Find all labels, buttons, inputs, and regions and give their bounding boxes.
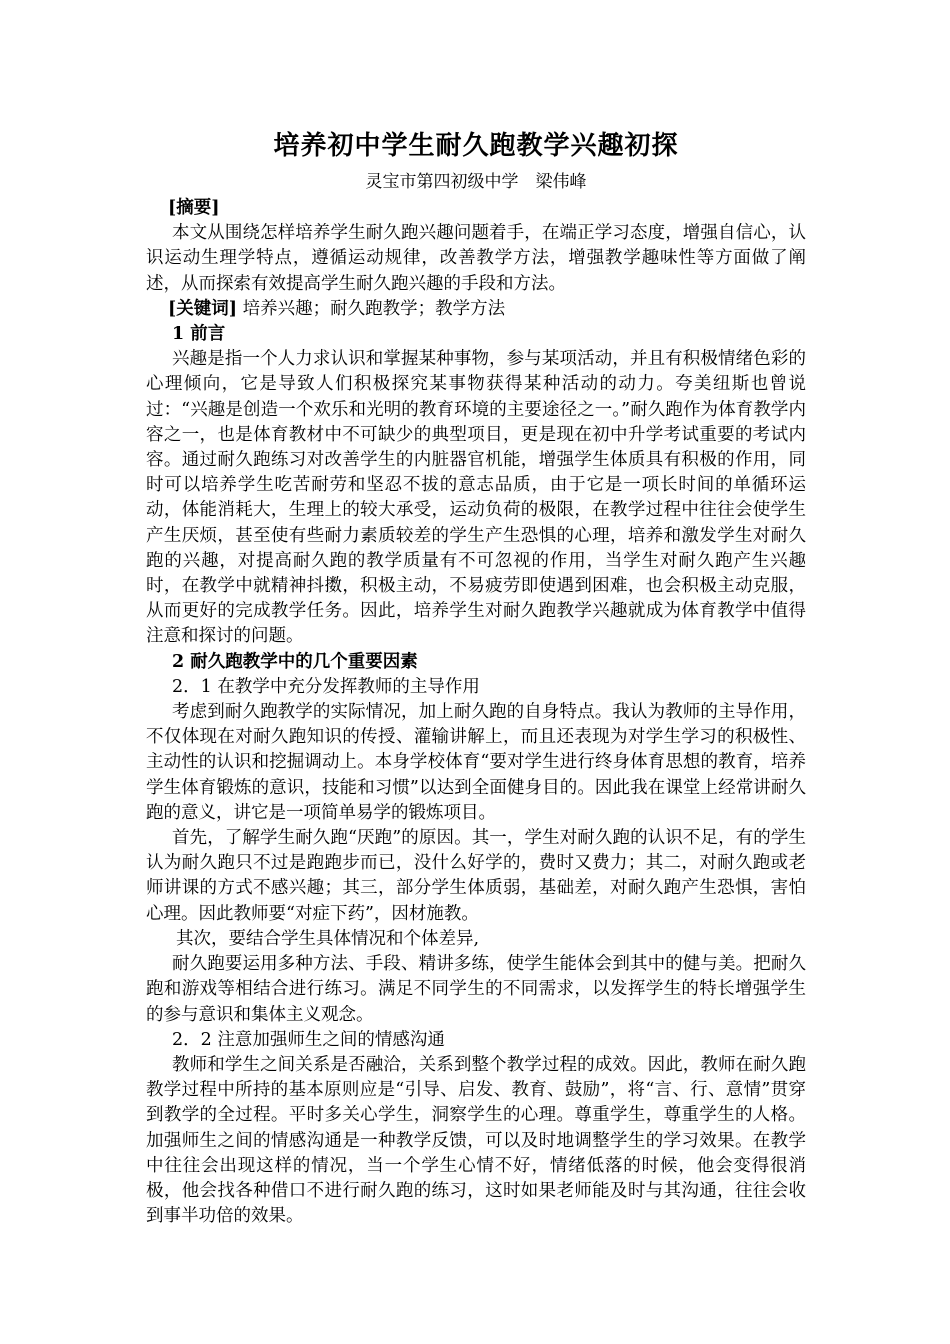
section-1-paragraph: 兴趣是指一个人力求认识和掌握某种事物，参与某项活动，并且有积极情绪色彩的心理倾向，它是导致人们积极探究某事物获得某种活动的动力。夸美纽斯也曾说过：“兴趣是创造一个欢乐和光明的教育环境的主要途径之一。”耐久跑作为体育教学内容之一，也是体育教材中不可缺少的典型项目，更是现在初中升学考试重要的考试内容。通过耐久跑练习对改善学生的内脏器官机能，增强学生体质具有积极的作用，同时可以培养学生吃苦耐劳和坚忍不拔的意志品质，由于它是一项长时间的单循环运动，体能消耗大，生理上的较大承受，运动负荷的极限，在教学过程中往往会使学生产生厌烦，甚至使有些耐力素质较差的学生产生恐惧的心理，培养和激发学生对耐久跑的兴趣，对提高耐久跑的教学质量有不可忽视的作用，当学生对耐久跑产生兴趣时，在教学中就精神抖擞，积极主动，不易疲劳即使遇到困难，也会积极主动克服，从而更好的完成教学任务。因此，培养学生对耐久跑教学兴趣就成为体育教学中值得注意和探讨的问题。	[146, 349, 806, 647]
section-2-heading: 2 耐久跑教学中的几个重要因素	[172, 651, 418, 672]
section-2-2-heading: 2．2 注意加强师生之间的情感沟通	[172, 1029, 445, 1050]
section-2-1-paragraph-3: 其次，要结合学生具体情况和个体差异,	[176, 928, 480, 949]
section-2-2-paragraph-1: 教师和学生之间关系是否融洽，关系到整个教学过程的成效。因此，教师在耐久跑教学过程中所持的基本原则应是“引导、启发、教育、鼓励”，将“言、行、意情”贯穿到教学的全过程。平时多关心学生，洞察学生的心理。尊重学生，尊重学生的人格。加强师生之间的情感沟通是一种教学反馈，可以及时地调整学生的学习效果。在教学中往往会出现这样的情况，当一个学生心情不好，情绪低落的时候，他会变得很消极，他会找各种借口不进行耐久跑的练习，这时如果老师能及时与其沟通，往往会收到事半功倍的效果。	[146, 1054, 806, 1227]
keywords-text: 培养兴趣；耐久跑教学；教学方法	[242, 298, 506, 319]
section-2-1-paragraph-2: 首先，了解学生耐久跑“厌跑”的原因。其一，学生对耐久跑的认识不足，有的学生认为耐久跑只不过是跑跑步而已，没什么好学的，费时又费力；其二，对耐久跑或老师讲课的方式不感兴趣；其三，部分学生体质弱，基础差，对耐久跑产生恐惧，害怕心理。因此教师要“对症下药”，因材施教。	[146, 828, 806, 924]
section-2-1-heading: 2．1 在教学中充分发挥教师的主导作用	[172, 676, 480, 697]
document-title: 培养初中学生耐久跑教学兴趣初探	[273, 131, 679, 161]
keywords-label: [关键词]	[168, 298, 238, 319]
section-2-1-paragraph-4: 耐久跑要运用多种方法、手段、精讲多练，使学生能体会到其中的健与美。把耐久跑和游戏等相结合进行练习。满足不同学生的不同需求，以发挥学生的特长增强学生的参与意识和集体主义观念。	[146, 954, 806, 1025]
keywords-line	[146, 297, 806, 322]
abstract-label: [摘要]	[168, 198, 220, 218]
section-2-1-paragraph-1: 考虑到耐久跑教学的实际情况，加上耐久跑的自身特点。我认为教师的主导作用，不仅体现在对耐久跑知识的传授、灌输讲解上，而且还表现为对学生学习的积极性、主动性的认识和挖掘调动上。本身学校体育“要对学生进行终身体育思想的教育，培养学生体育锻炼的意识，技能和习惯”以达到全面健身目的。因此我在课堂上经常讲耐久跑的意义，讲它是一项简单易学的锻炼项目。	[146, 702, 806, 823]
section-1-heading: 1 前言	[172, 324, 226, 345]
document-page	[146, 128, 806, 1229]
abstract-text: 本文从围绕怎样培养学生耐久跑兴趣问题着手，在端正学习态度，增强自信心，认识运动生理学特点，遵循运动规律，改善教学方法，增强教学趣味性等方面做了阐述，从而探索有效提高学生耐久跑兴趣的手段和方法。	[146, 223, 806, 294]
author-line: 灵宝市第四初级中学 梁伟峰	[365, 172, 587, 192]
